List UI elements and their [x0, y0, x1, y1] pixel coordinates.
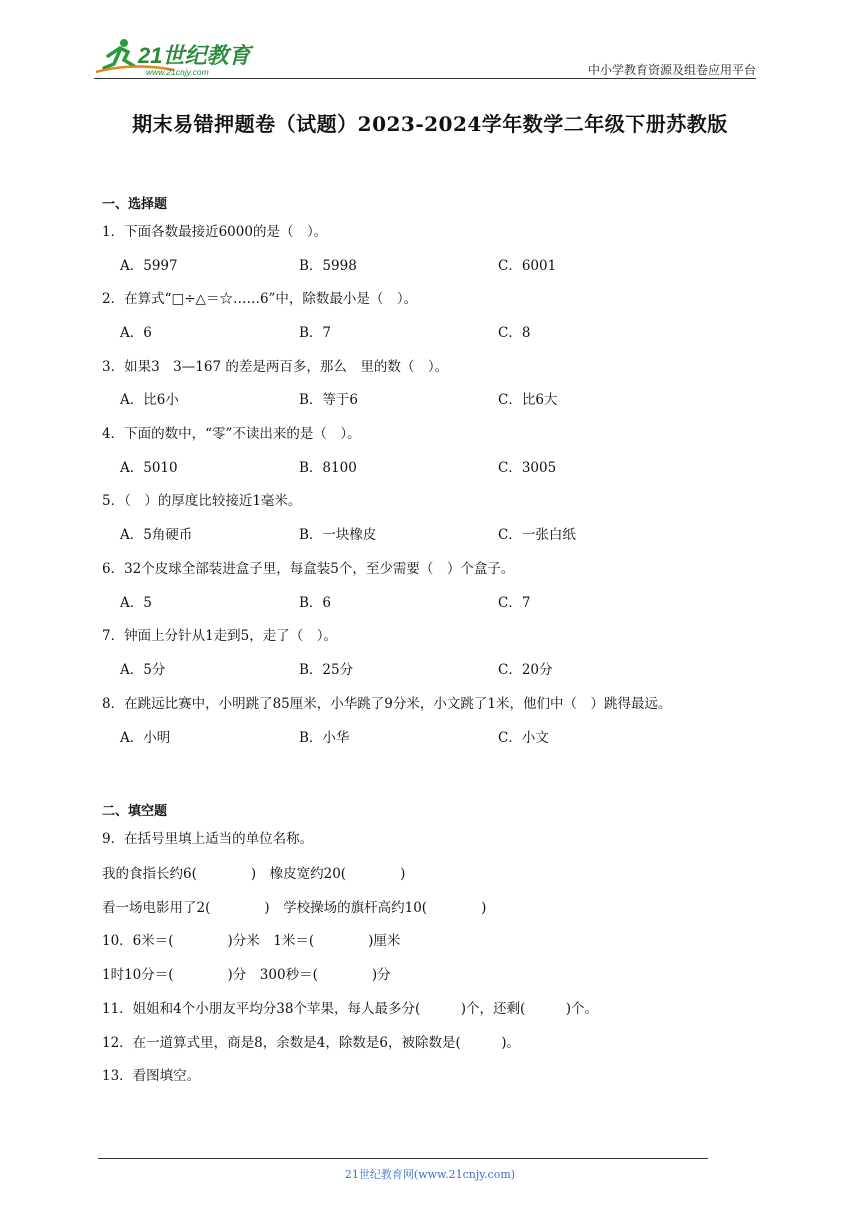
question-8: 8．在跳远比赛中，小明跳了85厘米，小华跳了9分米，小文跳了1米，他们中（ ）跳得最远。 [102, 696, 672, 712]
svg-text:www.21cnjy.com: www.21cnjy.com [146, 67, 209, 77]
fill-line: 看一场电影用了2( ) 学校操场的旗杆高约10( ) [102, 900, 487, 916]
option-a: A．5分 [120, 662, 166, 678]
question-6: 6．32个皮球全部装进盒子里，每盒装5个，至少需要（ ）个盒子。 [102, 561, 515, 577]
option-b: B．5998 [299, 258, 357, 274]
question-5: 5．（ ）的厚度比较接近1毫米。 [102, 493, 302, 509]
fill-line: 我的食指长约6( ) 橡皮宽约20( ) [102, 866, 406, 882]
option-c: C．7 [498, 595, 531, 611]
option-a: A．6 [120, 325, 152, 341]
footer-divider [98, 1158, 708, 1159]
option-b: B．7 [299, 325, 332, 341]
option-b: B．25分 [299, 662, 354, 678]
option-b: B．8100 [299, 460, 357, 476]
question-13: 13．看图填空。 [102, 1068, 201, 1084]
question-4: 4．下面的数中，“零”不读出来的是（ ）。 [102, 426, 361, 442]
option-c: C．比6大 [498, 392, 558, 408]
option-c: C．6001 [498, 258, 557, 274]
option-b: B．等于6 [299, 392, 359, 408]
option-b: B．6 [299, 595, 332, 611]
option-a: A．5010 [120, 460, 178, 476]
section-heading-choice: 一、选择题 [102, 197, 168, 212]
question-1: 1．下面各数最接近6000的是（ ）。 [102, 224, 328, 240]
question-7: 7．钟面上分针从1走到5，走了（ ）。 [102, 628, 338, 644]
option-b: B．小华 [299, 730, 350, 746]
question-9: 9．在括号里填上适当的单位名称。 [102, 831, 314, 847]
option-a: A．5997 [120, 258, 178, 274]
question-3: 3．如果3 3—167 的差是两百多，那么 里的数（ ）。 [102, 359, 449, 375]
section-heading-fill: 二、填空题 [102, 804, 168, 819]
option-a: A．5 [120, 595, 152, 611]
option-b: B．一块橡皮 [299, 527, 377, 543]
question-2: 2．在算式“□÷△＝☆……6”中，除数最小是（ ）。 [102, 291, 418, 307]
option-c: C．一张白纸 [498, 527, 576, 543]
option-a: A．小明 [120, 730, 171, 746]
question-11: 11．姐姐和4个小朋友平均分38个苹果，每人最多分( )个，还剩( )个。 [102, 1001, 599, 1017]
fill-line: 1时10分＝( )分 300秒＝( )分 [102, 967, 391, 983]
question-10: 10．6米＝( )分米 1米＝( )厘米 [102, 933, 401, 949]
option-a: A．比6小 [120, 392, 179, 408]
option-c: C．3005 [498, 460, 557, 476]
page-title: 期末易错押题卷（试题）2023-2024学年数学二年级下册苏教版 [132, 112, 728, 136]
option-c: C．小文 [498, 730, 549, 746]
brand-logo [94, 36, 264, 80]
option-a: A．5角硬币 [120, 527, 193, 543]
option-c: C．8 [498, 325, 531, 341]
site-tagline: 中小学教育资源及组卷应用平台 [587, 63, 756, 77]
header-divider [94, 78, 756, 79]
svg-text:21世纪教育: 21世纪教育 [138, 43, 251, 68]
footer-link[interactable]: 21世纪教育网(www.21cnjy.com) [344, 1168, 516, 1181]
question-12: 12．在一道算式里，商是8，余数是4，除数是6，被除数是( )。 [102, 1035, 520, 1051]
option-c: C．20分 [498, 662, 553, 678]
